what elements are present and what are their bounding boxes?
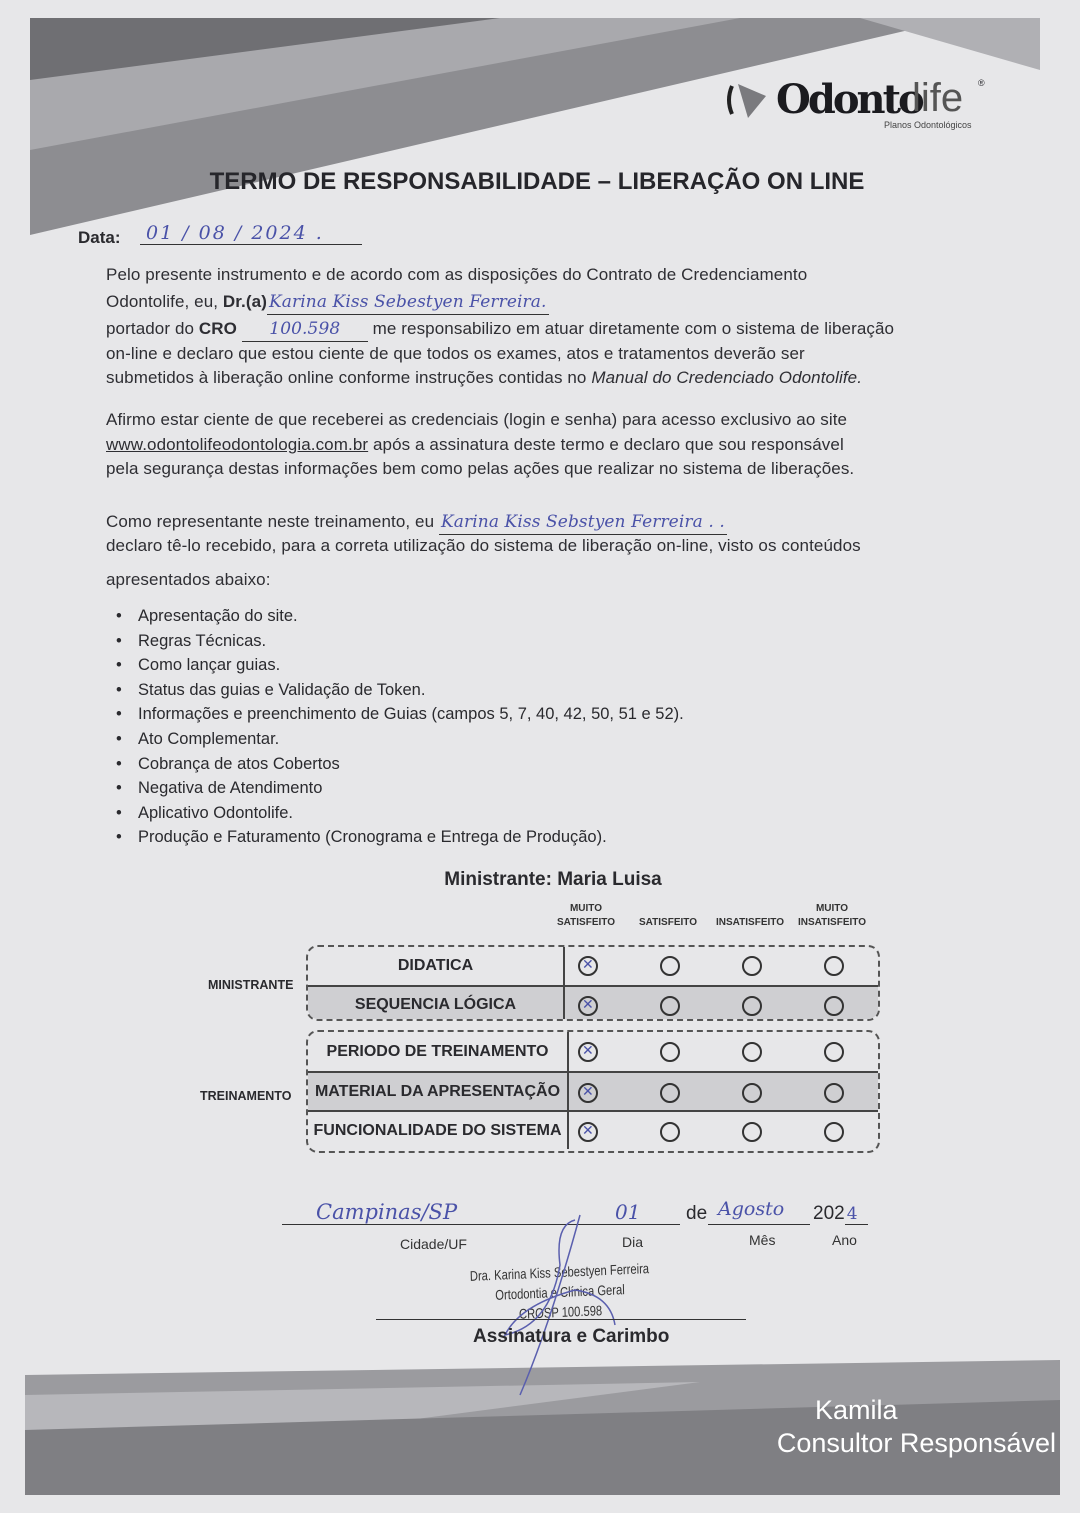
criterion-label: FUNCIONALIDADE DO SISTEMA	[308, 1112, 569, 1149]
date-value[interactable]: 01 / 08 / 2024 .	[140, 222, 362, 245]
radio-checked[interactable]	[578, 1122, 598, 1142]
paragraph-1	[106, 263, 1006, 390]
column-header: INSATISFEITO	[716, 917, 784, 928]
year-value[interactable]: 4	[845, 1204, 868, 1225]
group-label: TREINAMENTO	[200, 1089, 292, 1103]
p2-line2: após a assinatura deste termo e declaro que sou responsável	[372, 435, 844, 454]
radio-option[interactable]	[742, 1122, 762, 1142]
doctor-name[interactable]: Karina Kiss Sebestyen Ferreira.	[267, 290, 549, 315]
p1-line4: on-line e declaro que estou ciente de que todos os exames, atos e tratamentos deverão ser	[106, 344, 805, 363]
representative-name[interactable]: Karina Kiss Sebstyen Ferreira . .	[439, 510, 727, 535]
topic-item	[116, 656, 280, 675]
cro-number[interactable]: 100.598	[242, 317, 368, 342]
p2-line3: pela segurança destas informações bem como pelas ações que realizar no sistema de liberações.	[106, 459, 855, 478]
topic-text: Regras Técnicas.	[138, 631, 267, 650]
radio-option[interactable]	[824, 1042, 844, 1062]
day-value[interactable]: 01	[615, 1200, 641, 1224]
registered-mark: ®	[978, 78, 985, 88]
evaluation-row	[308, 1110, 878, 1149]
topic-text: Ato Complementar.	[138, 730, 280, 748]
p1-line2: Odontolife, eu,	[106, 292, 219, 311]
topic-item	[116, 730, 279, 749]
evaluation-row	[308, 1032, 878, 1071]
evaluation-row	[308, 947, 878, 985]
year-prefix: 202	[813, 1203, 845, 1224]
logo-shield-icon	[724, 80, 770, 120]
topic-text: Apresentação do site.	[138, 607, 298, 625]
topic-text: Produção e Faturamento (Cronograma e Entrega de Produção).	[138, 828, 607, 847]
p2-line1: Afirmo estar ciente de que receberei as credenciais (login e senha) para acesso exclusivo ao site	[106, 410, 848, 429]
radio-option[interactable]	[824, 1122, 844, 1142]
dr-label: Dr.(a)	[222, 292, 267, 311]
topic-text: Status das guias e Validação de Token.	[138, 680, 426, 699]
radio-option[interactable]	[742, 1042, 762, 1062]
topic-item	[116, 607, 298, 626]
radio-option[interactable]	[660, 956, 680, 976]
city-label: Cidade/UF	[400, 1236, 467, 1252]
criterion-label: MATERIAL DA APRESENTAÇÃO	[308, 1073, 569, 1110]
radio-option[interactable]	[660, 1042, 680, 1062]
radio-option[interactable]	[660, 996, 680, 1016]
day-label: Dia	[622, 1234, 644, 1250]
topic-item	[116, 804, 293, 823]
p1-line3b: me responsabilizo em atuar diretamente com o sistema de liberação	[372, 319, 895, 338]
column-header: MUITO SATISFEITO	[557, 903, 615, 928]
de-label: de	[686, 1203, 708, 1224]
logo-tagline: Planos Odontológicos	[884, 120, 972, 130]
month-line	[708, 1224, 810, 1225]
topic-item	[116, 705, 684, 724]
radio-option[interactable]	[660, 1083, 680, 1103]
topic-item	[116, 632, 266, 651]
topic-text: Aplicativo Odontolife.	[138, 803, 294, 822]
date-label: Data:	[78, 228, 121, 247]
p3-line1: Como representante neste treinamento, eu	[106, 512, 435, 531]
evaluation-row	[308, 985, 878, 1021]
column-header: MUITO INSATISFEITO	[798, 903, 866, 928]
radio-option[interactable]	[824, 996, 844, 1016]
topic-item	[116, 828, 607, 847]
radio-checked[interactable]	[578, 996, 598, 1016]
year-label: Ano	[832, 1232, 857, 1248]
topic-text: Como lançar guias.	[138, 656, 281, 675]
manual-reference: Manual do Credenciado Odontolife.	[591, 368, 863, 387]
radio-checked[interactable]	[578, 1083, 598, 1103]
consultant-name: Kamila	[815, 1395, 898, 1425]
radio-option[interactable]	[824, 956, 844, 976]
cro-label: CRO	[198, 319, 237, 338]
ministrante-title: Ministrante: Maria Luisa	[444, 869, 662, 890]
radio-option[interactable]	[742, 996, 762, 1016]
criterion-label: PERIODO DE TREINAMENTO	[308, 1032, 569, 1071]
logo-brand: Odonto	[776, 76, 922, 123]
p1-line3: portador do	[106, 319, 195, 338]
site-link[interactable]: www.odontolifeodontologia.com.br	[106, 435, 369, 454]
criterion-label: DIDATICA	[308, 947, 565, 985]
p3-line3: apresentados abaixo:	[106, 570, 271, 589]
evaluation-group	[306, 1030, 880, 1153]
radio-checked[interactable]	[578, 1042, 598, 1062]
criterion-label: SEQUENCIA LÓGICA	[308, 987, 565, 1021]
signature-label: Assinatura e Carimbo	[473, 1326, 670, 1347]
p1-line1: Pelo presente instrumento e de acordo com as disposições do Contrato de Credenciamento	[106, 265, 808, 284]
p1-line5: submetidos à liberação online conforme instruções contidas no	[106, 368, 587, 387]
radio-option[interactable]	[742, 1083, 762, 1103]
topic-item	[116, 681, 425, 700]
signature-line	[376, 1319, 746, 1320]
group-label: MINISTRANTE	[208, 978, 294, 992]
radio-option[interactable]	[824, 1083, 844, 1103]
topic-item	[116, 755, 340, 774]
evaluation-group	[306, 945, 880, 1021]
radio-option[interactable]	[742, 956, 762, 976]
consultant-role: Consultor Responsável	[776, 1428, 1056, 1458]
topic-text: Informações e preenchimento de Guias (campos 5, 7, 40, 42, 50, 51 e 52).	[138, 705, 684, 724]
city-value[interactable]: Campinas/SP	[316, 1200, 458, 1224]
p3-line2: declaro tê-lo recebido, para a correta utilização do sistema de liberação on-line, visto os conteúdos	[106, 536, 861, 555]
radio-option[interactable]	[660, 1122, 680, 1142]
paragraph-2	[106, 408, 1006, 481]
stamp-specialty: Ortodontia e Clínica Geral	[495, 1281, 625, 1303]
radio-checked[interactable]	[578, 956, 598, 976]
month-value[interactable]: Agosto	[718, 1198, 785, 1220]
handwritten-signature	[480, 1205, 680, 1405]
column-header: SATISFEITO	[639, 917, 697, 928]
document-title: TERMO DE RESPONSABILIDADE – LIBERAÇÃO ON LINE	[209, 168, 865, 195]
evaluation-row	[308, 1071, 878, 1110]
topic-text: Cobrança de atos Cobertos	[138, 754, 340, 773]
logo-brand-light: life	[912, 76, 964, 120]
topic-item	[116, 779, 322, 798]
stamp-name: Dra. Karina Kiss Sebestyen Ferreira	[469, 1260, 650, 1284]
paragraph-3	[106, 510, 1006, 592]
topic-text: Negativa de Atendimento	[138, 779, 323, 798]
stamp-cro: CROSP 100.598	[518, 1302, 603, 1322]
month-label: Mês	[749, 1232, 776, 1248]
